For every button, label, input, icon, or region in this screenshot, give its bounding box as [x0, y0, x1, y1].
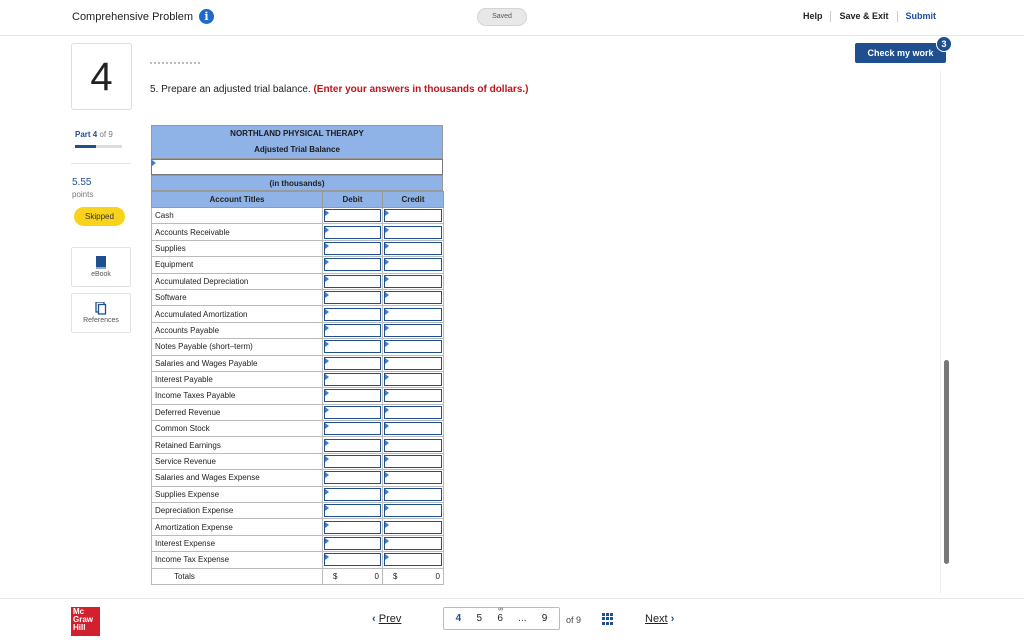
help-link[interactable]: Help [802, 11, 823, 21]
account-title: Deferred Revenue [152, 404, 323, 420]
input-marker-icon [325, 407, 329, 413]
company-name: NORTHLAND PHYSICAL THERAPY [230, 129, 364, 138]
table-header-row [152, 192, 444, 208]
account-title: Accumulated Amortization [152, 306, 323, 322]
input-marker-icon [385, 210, 389, 216]
logo-line: Graw [73, 615, 94, 624]
credit-cell [383, 371, 444, 387]
credit-cell [383, 339, 444, 355]
credit-input[interactable] [384, 275, 442, 288]
input-marker-icon [385, 440, 389, 446]
page-6[interactable]: 6 [497, 613, 503, 624]
debit-input[interactable] [324, 324, 381, 337]
debit-cell [323, 388, 383, 404]
credit-cell [383, 257, 444, 273]
logo-line: Hill [73, 623, 86, 632]
ebook-button[interactable] [71, 247, 131, 287]
debit-total [323, 568, 383, 584]
table-row [152, 388, 444, 404]
input-marker-icon [325, 489, 329, 495]
credit-cell [383, 437, 444, 453]
table-row [152, 224, 444, 240]
account-title: Accumulated Depreciation [152, 273, 323, 289]
input-marker-icon [325, 292, 329, 298]
account-title: Salaries and Wages Payable [152, 355, 323, 371]
credit-cell [383, 289, 444, 305]
table-row [152, 339, 444, 355]
input-marker-icon [385, 407, 389, 413]
credit-cell [383, 208, 444, 224]
table-row [152, 371, 444, 387]
credit-cell [383, 240, 444, 256]
account-title: Service Revenue [152, 453, 323, 469]
table-row [152, 470, 444, 486]
submit-link[interactable]: Submit [897, 11, 945, 22]
account-title: Retained Earnings [152, 437, 323, 453]
debit-input[interactable] [324, 340, 381, 353]
col-account-titles: Account Titles [152, 192, 323, 208]
table-row [152, 289, 444, 305]
credit-input[interactable] [384, 291, 442, 304]
debit-input[interactable] [324, 226, 381, 239]
statement-title: Adjusted Trial Balance [254, 145, 340, 154]
debit-total-value: 0 [374, 571, 379, 581]
credit-input[interactable] [384, 537, 442, 550]
input-marker-icon [385, 243, 389, 249]
assignment-title: Comprehensive Problem [72, 11, 194, 23]
input-marker-icon [325, 472, 329, 478]
input-marker-icon [385, 309, 389, 315]
link-icon: ∞ [498, 606, 503, 613]
table-row [152, 453, 444, 469]
debit-input[interactable] [324, 455, 381, 468]
worksheet-header [151, 125, 443, 159]
account-title: Supplies Expense [152, 486, 323, 502]
input-marker-icon [325, 440, 329, 446]
debit-cell [323, 322, 383, 338]
part-progress-fill [75, 145, 96, 148]
footer-bar [0, 598, 1024, 640]
references-label: References [83, 317, 119, 324]
page-total: of 9 [566, 615, 582, 625]
save-exit-link[interactable]: Save & Exit [830, 11, 896, 22]
debit-input[interactable] [324, 357, 381, 370]
points-value: 5.55 [72, 177, 92, 188]
prev-button[interactable] [372, 613, 401, 625]
debit-input[interactable] [324, 422, 381, 435]
input-marker-icon [325, 522, 329, 528]
chevron-left-icon: ‹ [372, 613, 376, 625]
debit-cell [323, 257, 383, 273]
debit-cell [323, 208, 383, 224]
account-title: Notes Payable (short–term) [152, 339, 323, 355]
skipped-badge: Skipped [74, 207, 125, 226]
account-title: Cash [152, 208, 323, 224]
input-marker-icon [385, 292, 389, 298]
credit-input[interactable] [384, 242, 442, 255]
debit-cell [323, 224, 383, 240]
credit-input[interactable] [384, 553, 442, 566]
input-marker-icon [325, 243, 329, 249]
account-title: Amortization Expense [152, 519, 323, 535]
table-row [152, 306, 444, 322]
debit-input[interactable] [324, 291, 381, 304]
debit-cell [323, 437, 383, 453]
credit-input[interactable] [384, 226, 442, 239]
credit-cell [383, 404, 444, 420]
input-marker-icon [325, 309, 329, 315]
totals-row [152, 568, 444, 584]
input-marker-icon [325, 390, 329, 396]
input-marker-icon [385, 423, 389, 429]
input-marker-icon [325, 423, 329, 429]
credit-input[interactable] [384, 521, 442, 534]
credit-cell [383, 421, 444, 437]
table-row [152, 257, 444, 273]
col-debit: Debit [323, 192, 383, 208]
input-marker-icon [385, 538, 389, 544]
debit-input[interactable] [324, 521, 381, 534]
debit-input[interactable] [324, 242, 381, 255]
input-marker-icon [385, 325, 389, 331]
debit-total-currency: $ [333, 571, 338, 581]
question-number: 4 [71, 43, 132, 110]
grid-view-icon[interactable] [602, 613, 614, 625]
credit-cell [383, 224, 444, 240]
input-marker-icon [385, 227, 389, 233]
mcgraw-hill-logo [71, 607, 100, 636]
credit-input[interactable] [384, 308, 442, 321]
instruction-emphasis: (Enter your answers in thousands of dollars.) [313, 84, 529, 95]
debit-input[interactable] [324, 258, 381, 271]
table-row [152, 404, 444, 420]
debit-cell [323, 519, 383, 535]
input-marker-icon [325, 374, 329, 380]
account-title: Supplies [152, 240, 323, 256]
input-marker-icon [385, 456, 389, 462]
credit-input[interactable] [384, 324, 442, 337]
debit-input[interactable] [324, 504, 381, 517]
input-marker-icon [325, 325, 329, 331]
logo-line: Mc [73, 607, 85, 616]
debit-cell [323, 552, 383, 568]
part-of: of 9 [99, 130, 113, 139]
table-row [152, 552, 444, 568]
input-marker-icon [325, 456, 329, 462]
account-title: Interest Payable [152, 371, 323, 387]
part-label: Part 4 [75, 130, 98, 139]
credit-input[interactable] [384, 373, 442, 386]
input-marker-icon [325, 210, 329, 216]
account-title: Accounts Receivable [152, 224, 323, 240]
trial-balance-table [151, 191, 444, 585]
credit-total [383, 568, 444, 584]
debit-input[interactable] [324, 471, 381, 484]
credit-input[interactable] [384, 488, 442, 501]
debit-cell [323, 240, 383, 256]
table-row [152, 437, 444, 453]
debit-cell [323, 404, 383, 420]
debit-cell [323, 470, 383, 486]
references-button[interactable] [71, 293, 131, 333]
part-indicator [75, 130, 113, 139]
check-my-work-button[interactable]: Check my work [855, 43, 946, 63]
input-marker-icon [385, 522, 389, 528]
credit-total-currency: $ [393, 571, 398, 581]
table-row [152, 355, 444, 371]
units-label: (in thousands) [151, 175, 443, 191]
input-marker-icon [385, 259, 389, 265]
account-title: Interest Expense [152, 535, 323, 551]
scrollbar-thumb[interactable] [944, 360, 949, 564]
credit-input[interactable] [384, 340, 442, 353]
credit-cell [383, 486, 444, 502]
credit-cell [383, 273, 444, 289]
debit-cell [323, 273, 383, 289]
credit-input[interactable] [384, 258, 442, 271]
check-attempts-badge: 3 [936, 36, 952, 52]
next-label: Next [645, 613, 668, 625]
input-marker-icon [325, 259, 329, 265]
debit-input[interactable] [324, 553, 381, 566]
trial-balance-worksheet [151, 125, 443, 585]
copy-icon [95, 302, 107, 315]
credit-cell [383, 388, 444, 404]
book-icon [95, 256, 107, 269]
chevron-right-icon: › [670, 613, 675, 625]
credit-cell [383, 355, 444, 371]
input-marker-icon [325, 358, 329, 364]
account-title: Income Taxes Payable [152, 388, 323, 404]
table-row [152, 503, 444, 519]
account-title: Income Tax Expense [152, 552, 323, 568]
debit-cell [323, 306, 383, 322]
input-marker-icon [385, 341, 389, 347]
prev-label: Prev [378, 613, 402, 625]
debit-input[interactable] [324, 373, 381, 386]
debit-input[interactable] [324, 406, 381, 419]
instruction-text: 5. Prepare an adjusted trial balance. [150, 84, 311, 95]
debit-input[interactable] [324, 308, 381, 321]
sidebar-divider [71, 163, 131, 164]
input-marker-icon [385, 358, 389, 364]
input-marker-icon [325, 276, 329, 282]
account-title: Salaries and Wages Expense [152, 470, 323, 486]
debit-input[interactable] [324, 537, 381, 550]
debit-input[interactable] [324, 209, 381, 222]
input-marker-icon [325, 538, 329, 544]
debit-cell [323, 503, 383, 519]
dropdown-marker-icon [152, 160, 156, 166]
credit-cell [383, 322, 444, 338]
input-marker-icon [385, 276, 389, 282]
credit-input[interactable] [384, 455, 442, 468]
credit-cell [383, 519, 444, 535]
debit-cell [323, 355, 383, 371]
table-row [152, 322, 444, 338]
next-button[interactable] [645, 613, 674, 625]
debit-cell [323, 421, 383, 437]
info-icon[interactable]: i [199, 9, 214, 24]
col-credit: Credit [383, 192, 444, 208]
input-marker-icon [325, 554, 329, 560]
page-selector[interactable] [443, 607, 560, 630]
debit-input[interactable] [324, 275, 381, 288]
account-title: Accounts Payable [152, 322, 323, 338]
account-title: Equipment [152, 257, 323, 273]
credit-total-value: 0 [435, 571, 440, 581]
input-marker-icon [385, 554, 389, 560]
debit-cell [323, 535, 383, 551]
credit-cell [383, 453, 444, 469]
page-5[interactable]: 5 [476, 613, 483, 624]
input-marker-icon [325, 505, 329, 511]
input-marker-icon [325, 227, 329, 233]
table-row [152, 273, 444, 289]
credit-input[interactable] [384, 357, 442, 370]
page-4[interactable]: 4 [455, 613, 462, 624]
top-bar [0, 0, 1024, 36]
input-marker-icon [385, 472, 389, 478]
page-9[interactable]: 9 [541, 613, 548, 624]
saved-status-badge: Saved [477, 8, 527, 26]
debit-input[interactable] [324, 488, 381, 501]
decorative-dots [150, 62, 200, 64]
totals-label: Totals [152, 568, 323, 584]
page-ellipsis: ... [518, 613, 527, 624]
debit-cell [323, 486, 383, 502]
credit-cell [383, 470, 444, 486]
table-row [152, 421, 444, 437]
table-row [152, 208, 444, 224]
ebook-label: eBook [91, 271, 111, 278]
table-row [152, 519, 444, 535]
debit-cell [323, 453, 383, 469]
input-marker-icon [385, 505, 389, 511]
date-input[interactable] [151, 159, 443, 175]
table-row [152, 535, 444, 551]
debit-cell [323, 289, 383, 305]
input-marker-icon [385, 489, 389, 495]
debit-cell [323, 339, 383, 355]
table-row [152, 486, 444, 502]
credit-cell [383, 535, 444, 551]
debit-input[interactable] [324, 389, 381, 402]
part-progress-bar [75, 145, 122, 148]
question-instruction [150, 84, 529, 95]
credit-input[interactable] [384, 406, 442, 419]
credit-input[interactable] [384, 209, 442, 222]
credit-cell [383, 306, 444, 322]
points-label: points [72, 190, 94, 199]
account-title: Depreciation Expense [152, 503, 323, 519]
input-marker-icon [325, 341, 329, 347]
account-title: Common Stock [152, 421, 323, 437]
credit-input[interactable] [384, 439, 442, 452]
debit-cell [323, 371, 383, 387]
credit-input[interactable] [384, 389, 442, 402]
credit-cell [383, 503, 444, 519]
credit-input[interactable] [384, 504, 442, 517]
input-marker-icon [385, 374, 389, 380]
debit-input[interactable] [324, 439, 381, 452]
credit-input[interactable] [384, 471, 442, 484]
account-title: Software [152, 289, 323, 305]
table-row [152, 240, 444, 256]
credit-input[interactable] [384, 422, 442, 435]
input-marker-icon [385, 390, 389, 396]
top-links [795, 11, 944, 22]
credit-cell [383, 552, 444, 568]
